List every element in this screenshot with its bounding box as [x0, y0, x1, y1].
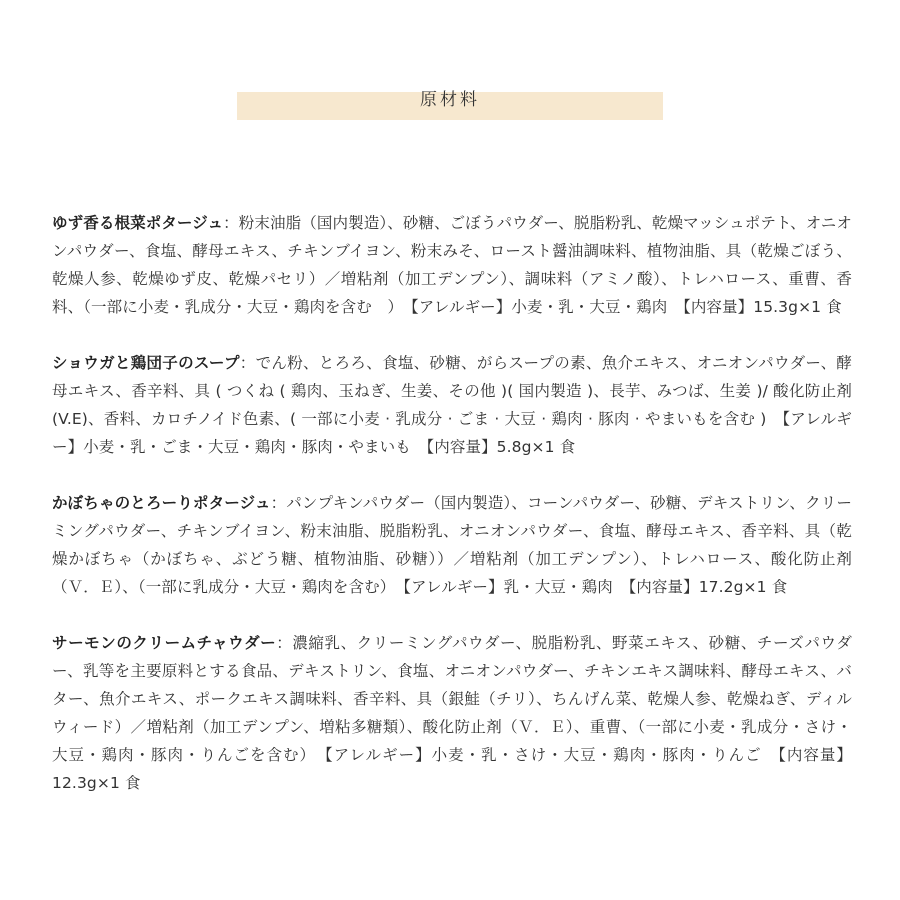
product-name: かぼちゃのとろーりポタージュ: [52, 494, 271, 512]
product-ingredients: 粉末油脂（国内製造）、砂糖、ごぼうパウダー、脱脂粉乳、乾燥マッシュポテト、オニオンパウダー、食塩、酵母エキス、チキンブイヨン、粉末みそ、ロースト醤油調味料、植物油脂、具（乾燥ごぼう、乾燥人参、乾燥ゆず皮、乾燥パセリ）／増粘剤（加工デンプン）、調味料（アミノ酸）、トレハロース、重曹、香料、（一部に小麦・乳成分・大豆・鶏肉を含む ）: [52, 214, 852, 316]
ingredients-list: [52, 209, 852, 825]
product-name: サーモンのクリームチャウダー: [52, 634, 277, 652]
product-content-amount: 【内容量】17.2g×1 食: [628, 578, 788, 596]
product-name: ゆず香る根菜ポタージュ: [52, 214, 224, 232]
product-ingredients: 濃縮乳、クリーミングパウダー、脱脂粉乳、野菜エキス、砂糖、チーズパウダー、乳等を主要原料とする食品、デキストリン、食塩、オニオンパウダー、チキンエキス調味料、酵母エキス、バター、魚介エキス、ポークエキス調味料、香辛料、具（銀鮭（チリ）、ちんげん菜、乾燥人参、乾燥ねぎ、ディルウィード）／増粘剤（加工デンプン、増粘多糖類）、酸化防止剤（Ｖ．Ｅ）、重曹、（一部に小麦・乳成分・さけ・大豆・鶏肉・豚肉・りんごを含む）: [52, 634, 852, 764]
product-separator: ：: [239, 354, 256, 372]
product-salmon-cream-chowder: [52, 629, 852, 797]
product-separator: ：: [276, 634, 293, 652]
product-allergy: 【アレルギー】小麦・乳・さけ・大豆・鶏肉・豚肉・りんご: [324, 746, 762, 764]
product-name: ショウガと鶏団子のスープ: [52, 354, 240, 372]
product-separator: ：: [270, 494, 287, 512]
product-ingredients: パンプキンパウダー（国内製造）、コーンパウダー、砂糖、デキストリン、クリーミングパウダー、チキンブイヨン、粉末油脂、脱脂粉乳、オニオンパウダー、食塩、酵母エキス、香辛料、具（乾燥かぼちゃ（かぼちゃ、ぶどう糖、植物油脂、砂糖））／増粘剤（加工デンプン）、トレハロース、酸化防止剤（Ｖ．Ｅ）、（一部に乳成分・大豆・鶏肉を含む）: [52, 494, 853, 596]
product-ginger-chicken-dumpling-soup: [52, 349, 852, 461]
product-allergy: 【アレルギー】乳・大豆・鶏肉: [403, 578, 613, 596]
product-pumpkin-potage: [52, 489, 852, 601]
product-yuzu-root-vegetable-potage: [52, 209, 852, 321]
product-content-amount: 【内容量】15.3g×1 食: [682, 298, 842, 316]
page-title: 原材料: [420, 90, 480, 110]
product-content-amount: 【内容量】5.8g×1 食: [426, 438, 576, 456]
product-allergy: 【アレルギー】小麦・乳・大豆・鶏肉: [410, 298, 668, 316]
product-allergy: 【アレルギー】小麦・乳・ごま・大豆・鶏肉・豚肉・やまいも: [52, 410, 852, 456]
product-ingredients: でん粉、とろろ、食塩、砂糖、がらスープの素、魚介エキス、オニオンパウダー、酵母エキス、香辛料、具 ( つくね ( 鶏肉、玉ねぎ、生姜、その他 )( 国内製造 )、長芋、みつば、生姜 )/ 酸化防止剤 (V.E)、香料、カロチノイド色素、( 一部に小麦 · 乳成分 · ごま · 大豆 · 鶏肉 · 豚肉 · やまいもを含む ): [52, 354, 853, 428]
title-banner: [237, 92, 663, 120]
product-content-amount: 【内容量】12.3g×1 食: [52, 746, 852, 792]
product-separator: ：: [223, 214, 239, 232]
